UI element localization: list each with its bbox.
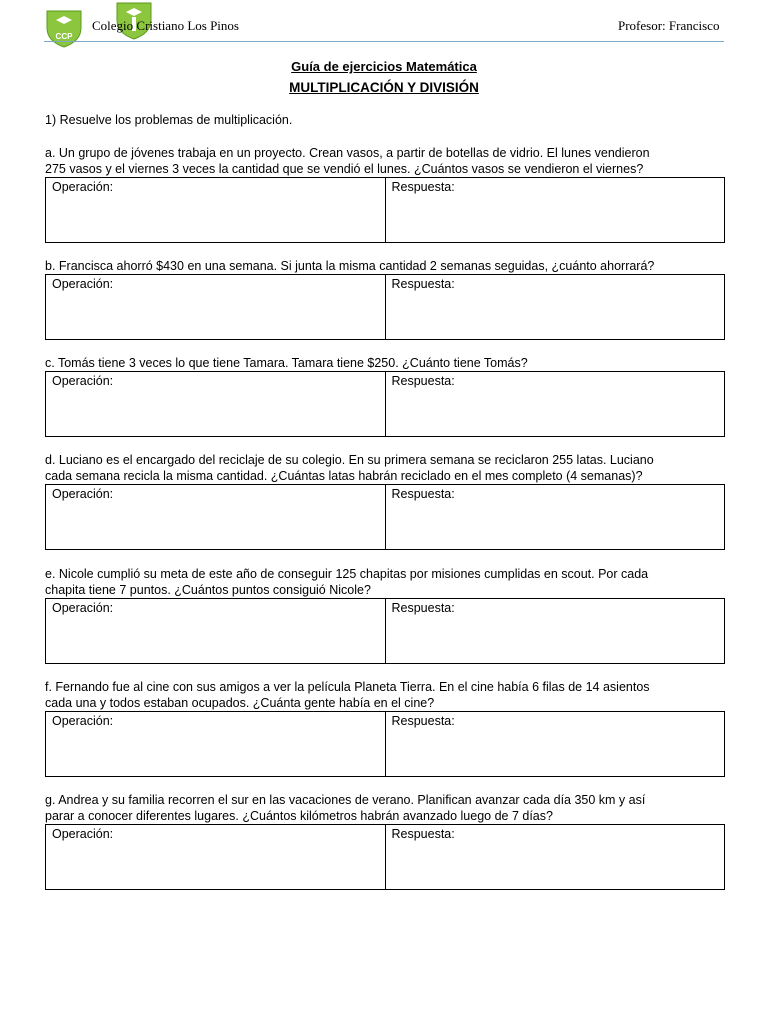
problem-text-line: parar a conocer diferentes lugares. ¿Cuántos kilómetros habrán avanzado luego de 7 días? bbox=[45, 809, 553, 823]
document-subtitle: MULTIPLICACIÓN Y DIVISIÓN bbox=[289, 80, 479, 95]
answer-label: Respuesta: bbox=[391, 601, 455, 615]
problem-text-line: f. Fernando fue al cine con sus amigos a ver la película Planeta Tierra. En el cine había 6 filas de 14 asientos bbox=[45, 680, 650, 694]
operation-label: Operación: bbox=[52, 714, 114, 728]
problem-text-line: c. Tomás tiene 3 veces lo que tiene Tamara. Tamara tiene $250. ¿Cuánto tiene Tomás? bbox=[45, 356, 528, 370]
answer-box bbox=[45, 711, 725, 777]
school-shield-logo-icon bbox=[44, 8, 84, 48]
problem-text-line: 275 vasos y el viernes 3 veces la cantidad que se vendió el lunes. ¿Cuántos vasos se vendieron el viernes? bbox=[45, 162, 644, 176]
problem-b bbox=[45, 258, 725, 340]
answer-cell[interactable] bbox=[385, 178, 725, 242]
problem-text-line: d. Luciano es el encargado del reciclaje de su colegio. En su primera semana se reciclaron 255 latas. Luciano bbox=[45, 453, 654, 467]
operation-label: Operación: bbox=[52, 180, 114, 194]
operation-label: Operación: bbox=[52, 487, 114, 501]
answer-label: Respuesta: bbox=[391, 714, 455, 728]
problem-a bbox=[45, 145, 725, 243]
problem-f bbox=[45, 679, 725, 777]
problem-g bbox=[45, 792, 725, 890]
problem-text-line: g. Andrea y su familia recorren el sur en las vacaciones de verano. Planifican avanzar cada día 350 km y así bbox=[45, 793, 646, 807]
answer-cell[interactable] bbox=[385, 275, 725, 339]
problem-text-line: cada una y todos estaban ocupados. ¿Cuánta gente había en el cine? bbox=[45, 696, 435, 710]
operation-cell[interactable] bbox=[46, 712, 385, 776]
answer-cell[interactable] bbox=[385, 712, 725, 776]
svg-text:CCP: CCP bbox=[55, 32, 73, 41]
school-name: Colegio Cristiano Los Pinos bbox=[92, 18, 239, 33]
operation-label: Operación: bbox=[52, 374, 114, 388]
operation-label: Operación: bbox=[52, 277, 114, 291]
operation-cell[interactable] bbox=[46, 178, 385, 242]
operation-cell[interactable] bbox=[46, 599, 385, 663]
answer-box bbox=[45, 274, 725, 340]
answer-label: Respuesta: bbox=[391, 374, 455, 388]
answer-box bbox=[45, 371, 725, 437]
problem-c bbox=[45, 355, 725, 437]
answer-box bbox=[45, 484, 725, 550]
operation-label: Operación: bbox=[52, 601, 114, 615]
operation-cell[interactable] bbox=[46, 825, 385, 889]
answer-box bbox=[45, 177, 725, 243]
document-title: Guía de ejercicios Matemática bbox=[291, 59, 477, 74]
operation-label: Operación: bbox=[52, 827, 114, 841]
answer-label: Respuesta: bbox=[391, 827, 455, 841]
header-divider bbox=[44, 41, 724, 42]
problem-text-line: chapita tiene 7 puntos. ¿Cuántos puntos consiguió Nicole? bbox=[45, 583, 371, 597]
problem-d bbox=[45, 452, 725, 550]
answer-label: Respuesta: bbox=[391, 277, 455, 291]
problem-text-line: e. Nicole cumplió su meta de este año de conseguir 125 chapitas por misiones cumplidas en scout. Por cada bbox=[45, 567, 649, 581]
answer-label: Respuesta: bbox=[391, 180, 455, 194]
answer-box bbox=[45, 824, 725, 890]
teacher-name: Profesor: Francisco bbox=[618, 18, 720, 33]
problem-text-line: cada semana recicla la misma cantidad. ¿Cuántas latas habrán reciclado en el mes completo (4 semanas)? bbox=[45, 469, 643, 483]
answer-cell[interactable] bbox=[385, 485, 725, 549]
answer-label: Respuesta: bbox=[391, 487, 455, 501]
problem-text-line: a. Un grupo de jóvenes trabaja en un proyecto. Crean vasos, a partir de botellas de vidrio. El lunes vendieron bbox=[45, 146, 650, 160]
answer-cell[interactable] bbox=[385, 599, 725, 663]
answer-cell[interactable] bbox=[385, 372, 725, 436]
problem-e bbox=[45, 566, 725, 664]
page-header bbox=[0, 0, 768, 48]
operation-cell[interactable] bbox=[46, 485, 385, 549]
instruction-text: 1) Resuelve los problemas de multiplicación. bbox=[45, 113, 293, 127]
operation-cell[interactable] bbox=[46, 372, 385, 436]
problem-text-line: b. Francisca ahorró $430 en una semana. Si junta la misma cantidad 2 semanas seguidas, ¿cuánto ahorrará? bbox=[45, 259, 655, 273]
operation-cell[interactable] bbox=[46, 275, 385, 339]
answer-box bbox=[45, 598, 725, 664]
answer-cell[interactable] bbox=[385, 825, 725, 889]
